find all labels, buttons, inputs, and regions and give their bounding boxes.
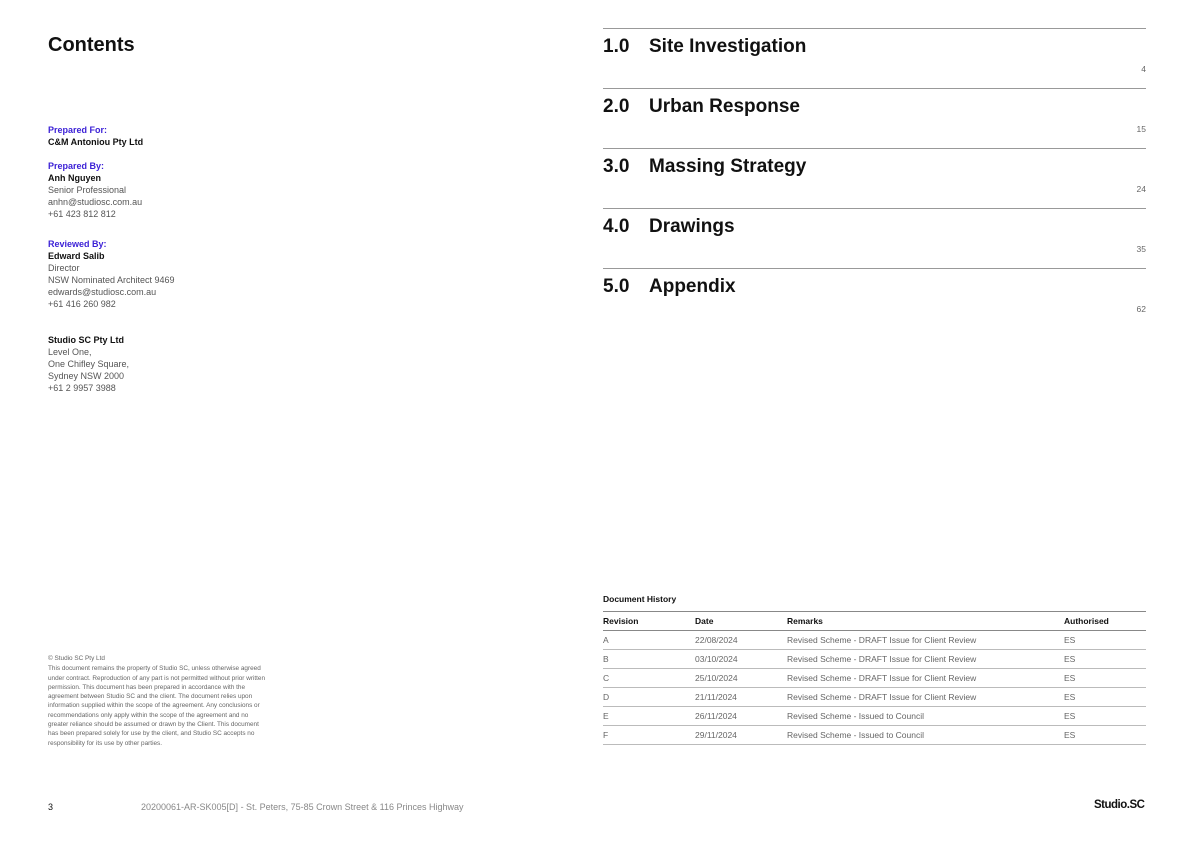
prepared-by-email: anhn@studiosc.com.au — [48, 197, 143, 207]
toc-number: 1.0 — [603, 36, 630, 57]
legal-disclaimer — [48, 654, 270, 748]
toc-number: 3.0 — [603, 156, 630, 177]
toc-number: 5.0 — [603, 276, 630, 297]
revision-cell: A — [603, 631, 695, 650]
revision-cell: E — [603, 707, 695, 726]
reviewed-by-label: Reviewed By: — [48, 239, 107, 249]
table-row — [603, 650, 1146, 669]
remarks-cell: Revised Scheme - Issued to Council — [787, 707, 1064, 726]
prepared-by-name: Anh Nguyen — [48, 173, 101, 183]
footer-page-number: 3 — [48, 802, 54, 812]
prepared-by-role: Senior Professional — [48, 185, 127, 195]
document-history — [603, 593, 1146, 745]
toc-title: Massing Strategy — [649, 156, 807, 177]
toc-page-number: 35 — [1136, 244, 1146, 254]
revision-cell: C — [603, 669, 695, 688]
table-row — [603, 688, 1146, 707]
date-cell: 25/10/2024 — [695, 669, 787, 688]
table-row — [603, 707, 1146, 726]
company-address-line2: One Chifley Square, — [48, 359, 130, 369]
toc-page-number: 4 — [1141, 64, 1146, 74]
remarks-cell: Revised Scheme - DRAFT Issue for Client Review — [787, 688, 1064, 707]
reviewed-by-name: Edward Salib — [48, 251, 105, 261]
authorised-cell: ES — [1064, 726, 1146, 745]
toc-page-number: 24 — [1136, 184, 1146, 194]
authorised-cell: ES — [1064, 650, 1146, 669]
reviewed-by-block — [48, 238, 175, 310]
document-history-title: Document History — [603, 594, 677, 604]
toc-title: Drawings — [649, 216, 735, 237]
toc-title: Urban Response — [649, 96, 800, 117]
table-of-contents — [603, 28, 1146, 328]
column-header-remarks: Remarks — [787, 612, 1064, 631]
toc-page-number: 15 — [1136, 124, 1146, 134]
table-row — [603, 669, 1146, 688]
table-row — [603, 726, 1146, 745]
table-row — [603, 631, 1146, 650]
toc-title: Appendix — [649, 276, 736, 297]
company-block — [48, 334, 129, 394]
table-header-row — [603, 612, 1146, 631]
prepared-for-name: C&M Antoniou Pty Ltd — [48, 137, 144, 147]
toc-item-site-investigation[interactable] — [603, 28, 1146, 88]
authorised-cell: ES — [1064, 688, 1146, 707]
reviewed-by-phone: +61 416 260 982 — [48, 299, 116, 309]
toc-page-number: 62 — [1136, 304, 1146, 314]
document-history-table — [603, 611, 1146, 745]
revision-cell: B — [603, 650, 695, 669]
reviewed-by-registration: NSW Nominated Architect 9469 — [48, 275, 175, 285]
prepared-for-block — [48, 124, 143, 148]
remarks-cell: Revised Scheme - Issued to Council — [787, 726, 1064, 745]
toc-item-urban-response[interactable] — [603, 88, 1146, 148]
authorised-cell: ES — [1064, 631, 1146, 650]
date-cell: 29/11/2024 — [695, 726, 787, 745]
revision-cell: F — [603, 726, 695, 745]
remarks-cell: Revised Scheme - DRAFT Issue for Client Review — [787, 650, 1064, 669]
company-address-line3: Sydney NSW 2000 — [48, 371, 125, 381]
company-phone: +61 2 9957 3988 — [48, 383, 116, 393]
reviewed-by-email: edwards@studiosc.com.au — [48, 287, 157, 297]
date-cell: 22/08/2024 — [695, 631, 787, 650]
page-title: Contents — [48, 34, 135, 56]
remarks-cell: Revised Scheme - DRAFT Issue for Client Review — [787, 669, 1064, 688]
prepared-by-block — [48, 160, 142, 220]
studio-sc-logo: Studio.SC — [1094, 799, 1145, 811]
toc-title: Site Investigation — [649, 36, 807, 57]
date-cell: 26/11/2024 — [695, 707, 787, 726]
toc-number: 2.0 — [603, 96, 630, 117]
revision-cell: D — [603, 688, 695, 707]
remarks-cell: Revised Scheme - DRAFT Issue for Client Review — [787, 631, 1064, 650]
toc-item-drawings[interactable] — [603, 208, 1146, 268]
prepared-by-phone: +61 423 812 812 — [48, 209, 116, 219]
toc-item-massing-strategy[interactable] — [603, 148, 1146, 208]
prepared-by-label: Prepared By: — [48, 161, 105, 171]
column-header-revision: Revision — [603, 612, 695, 631]
toc-number: 4.0 — [603, 216, 630, 237]
authorised-cell: ES — [1064, 707, 1146, 726]
copyright-notice: © Studio SC Pty Ltd — [48, 655, 105, 662]
company-name: Studio SC Pty Ltd — [48, 335, 124, 345]
column-header-date: Date — [695, 612, 787, 631]
toc-item-appendix[interactable] — [603, 268, 1146, 328]
authorised-cell: ES — [1064, 669, 1146, 688]
footer-document-reference: 20200061-AR-SK005[D] - St. Peters, 75-85 Crown Street & 116 Princes Highway — [141, 802, 464, 812]
company-address-line1: Level One, — [48, 347, 92, 357]
reviewed-by-role: Director — [48, 263, 80, 273]
prepared-for-label: Prepared For: — [48, 125, 108, 135]
date-cell: 03/10/2024 — [695, 650, 787, 669]
date-cell: 21/11/2024 — [695, 688, 787, 707]
column-header-authorised: Authorised — [1064, 612, 1146, 631]
disclaimer-text: This document remains the property of Studio SC, unless otherwise agreed under contract. Reproduction of any part is not permitted without prior written permission. This document has been prepared in accordance with the agreement between Studio SC and the client. The document relies upon information supplied within the scope of the agreement. Any conclusions or recommendations only apply within the scope of the agreement and no greater reliance should be assumed or drawn by the Client. This document has been prepared solely for use by the client, and Studio SC accepts no responsibility for its use by other parties. — [48, 665, 266, 747]
